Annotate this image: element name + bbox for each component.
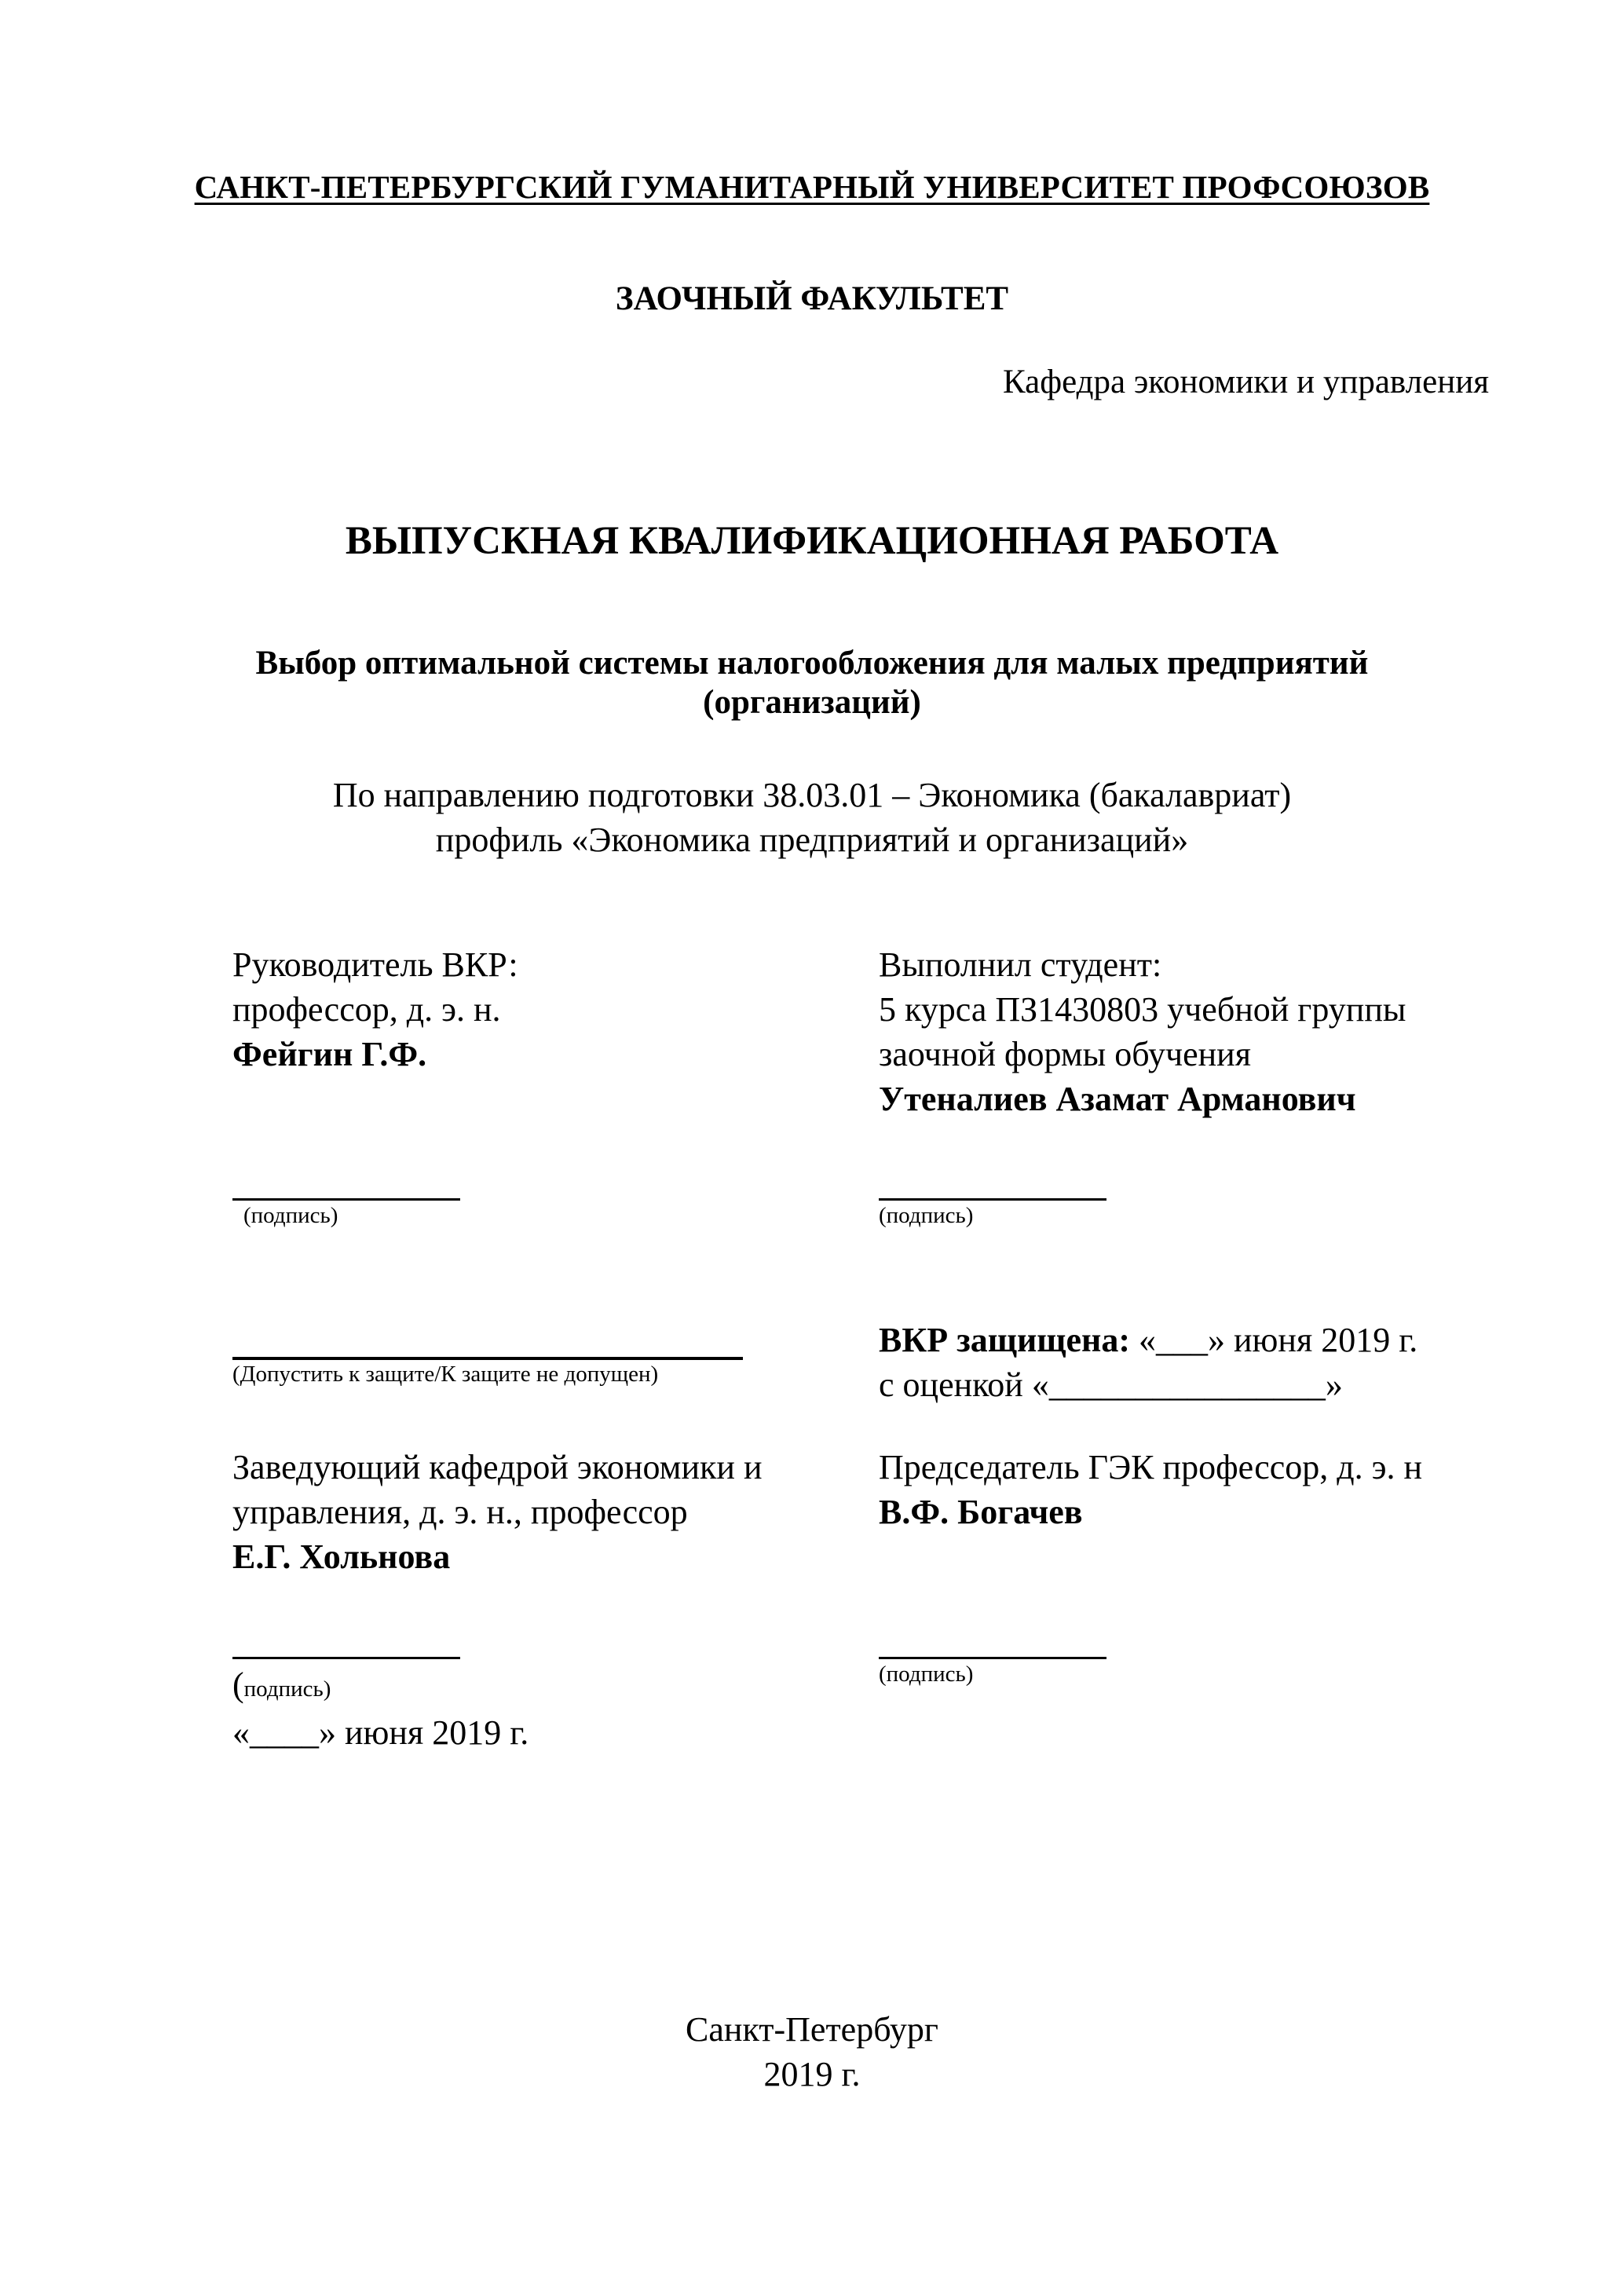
head-signature-caption-text: подпись)	[243, 1676, 331, 1702]
chairman-name: В.Ф. Богачев	[879, 1493, 1083, 1531]
supervisor-signature-caption: (подпись)	[243, 1203, 338, 1228]
defense-label: ВКР защищена:	[879, 1321, 1130, 1359]
student-study-form: заочной формы обучения	[879, 1035, 1251, 1073]
head-signature-caption	[232, 1665, 331, 1705]
footer-city: Санкт-Петербург	[686, 2010, 938, 2049]
footer-year: 2019 г.	[763, 2055, 861, 2093]
student-signature-line	[879, 1198, 1106, 1201]
thesis-topic-line-1: Выбор оптимальной системы налогообложения для малых предприятий	[255, 645, 1369, 682]
admission-signature-line	[232, 1357, 743, 1360]
university-name	[0, 168, 1624, 206]
university-name-text: САНКТ-ПЕТЕРБУРГСКИЙ ГУМАНИТАРНЫЙ УНИВЕРСИТЕТ ПРОФСОЮЗОВ	[194, 169, 1430, 205]
student-label: Выполнил студент:	[879, 945, 1162, 984]
study-direction	[0, 773, 1624, 862]
head-signature-line	[232, 1657, 460, 1659]
admission-caption: (Допустить к защите/К защите не допущен)	[232, 1362, 659, 1387]
head-of-department-name: Е.Г. Хольнова	[232, 1537, 451, 1576]
supervisor-label: Руководитель ВКР:	[232, 945, 518, 984]
head-of-department-block	[232, 1445, 763, 1579]
work-type-title: ВЫПУСКНАЯ КВАЛИФИКАЦИОННАЯ РАБОТА	[345, 519, 1279, 563]
student-block	[879, 942, 1406, 1121]
defense-grade: с оценкой «________________»	[879, 1366, 1343, 1404]
thesis-topic	[0, 644, 1624, 722]
chairman-signature-caption: (подпись)	[879, 1662, 974, 1687]
defense-block	[879, 1318, 1417, 1407]
head-of-department-line-2: управления, д. э. н., профессор	[232, 1493, 688, 1531]
supervisor-signature-line	[232, 1198, 460, 1201]
supervisor-block	[232, 942, 518, 1077]
study-direction-line-1: По направлению подготовки 38.03.01 – Экономика (бакалавриат)	[332, 776, 1292, 814]
student-signature-caption: (подпись)	[879, 1203, 974, 1228]
faculty-name: ЗАОЧНЫЙ ФАКУЛЬТЕТ	[615, 280, 1009, 317]
footer	[0, 2007, 1624, 2097]
head-of-department-line-1: Заведующий кафедрой экономики и	[232, 1448, 763, 1486]
head-signature-date: «____» июня 2019 г.	[232, 1713, 529, 1752]
chairman-block	[879, 1445, 1422, 1534]
student-name: Утеналиев Азамат Арманович	[879, 1080, 1356, 1118]
department-name: Кафедра экономики и управления	[1003, 364, 1489, 400]
study-direction-line-2: профиль «Экономика предприятий и организаций»	[435, 821, 1189, 859]
supervisor-name: Фейгин Г.Ф.	[232, 1035, 427, 1073]
defense-date: «___» июня 2019 г.	[1139, 1321, 1418, 1359]
head-signature-open-paren: (	[232, 1665, 244, 1704]
student-course: 5 курса ПЗ1430803 учебной группы	[879, 990, 1406, 1029]
supervisor-position: профессор, д. э. н.	[232, 990, 501, 1029]
defense-date-row	[879, 1318, 1417, 1362]
thesis-topic-line-2: (организаций)	[703, 684, 921, 721]
chairman-position: Председатель ГЭК профессор, д. э. н	[879, 1448, 1423, 1486]
chairman-signature-line	[879, 1657, 1106, 1659]
